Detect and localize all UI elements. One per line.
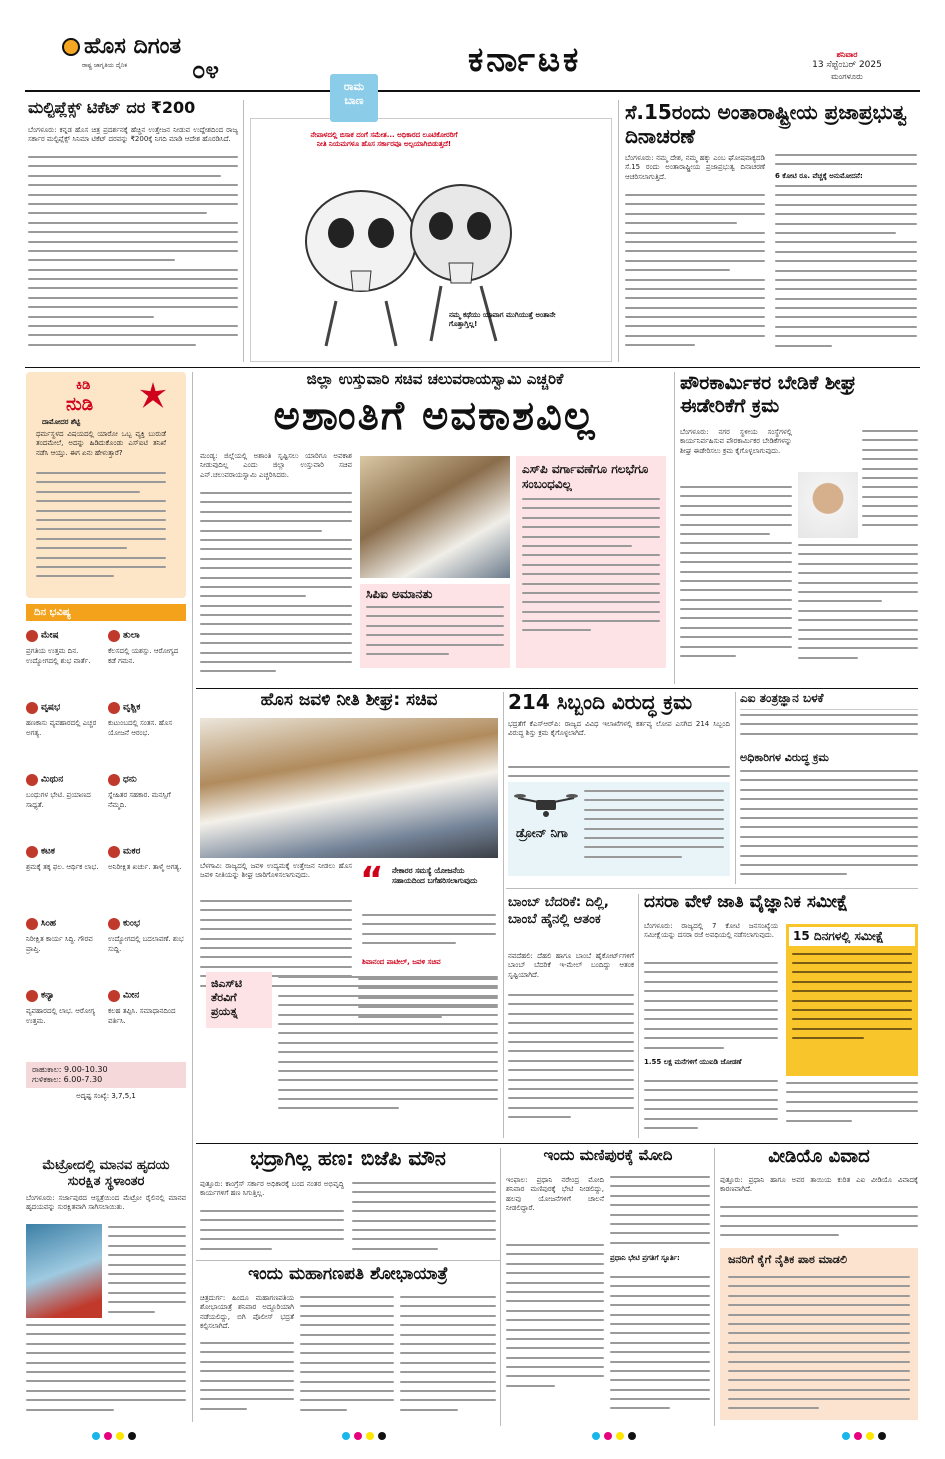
cartoon-bubble-2: ನಮ್ಮ ಕಥೆಯು ಯಾವಾಗ ಮುಗಿಯುತ್ತೆ ಅಂತಾನೇ ಗೊತ್ತಾಗ್ತಿಲ್ಲ! bbox=[449, 311, 556, 328]
sp-transfer-box bbox=[516, 456, 666, 668]
rashi-name: ಕನ್ಯಾ bbox=[41, 990, 55, 1001]
rashi-item bbox=[26, 913, 104, 983]
rashi-text: ಸ್ನೇಹಿತರ ಸಹಕಾರ. ಮನಸ್ಸಿಗೆ ನೆಮ್ಮದಿ. bbox=[108, 791, 171, 809]
lucky-number: ಅದೃಷ್ಟ ಸಂಖ್ಯೆ: 3,7,5,1 bbox=[76, 1092, 136, 1100]
rashi-text: ಶ್ರಮಕ್ಕೆ ತಕ್ಕ ಫಲ. ಆರ್ಥಿಕ ಲಾಭ. bbox=[26, 863, 99, 871]
new-policy-lead: ಬೆಳಗಾವಿ: ರಾಜ್ಯದಲ್ಲಿ ಜವಳಿ ಉದ್ಯಮಕ್ಕೆ ಉತ್ತೇಜನ ನೀಡಲು ಹೊಸ ಜವಳಿ ನೀತಿಯನ್ನು ಶೀಘ್ರ ಜಾರಿಗೊಳಿಸಲಾಗುವುದು. bbox=[200, 862, 352, 880]
quote-text: ನೇಕಾರರ ಸಮಸ್ಯೆ ಯೋಜನೆಯ ಸಹಾಯದಿಂದ ಬಗೆಹರಿಸಲಾಗುವುದು bbox=[392, 866, 478, 885]
logo bbox=[42, 34, 242, 84]
rashi-name: ಕಟಕ bbox=[41, 846, 55, 857]
video-lead: ಪುತ್ತೂರು: ಪ್ರಧಾನಿ ಹಾಗೂ ಅವರ ತಾಯಿಯ ಕುರಿತ ಎಐ ವೀಡಿಯೊ ವಿವಾದಕ್ಕೆ ಕಾರಣವಾಗಿದೆ. bbox=[720, 1176, 918, 1194]
rashi-name: ಸಿಂಹ bbox=[41, 918, 57, 929]
zodiac-icon bbox=[26, 918, 38, 930]
rashi-text: ಹಣಕಾಸು ವ್ಯವಹಾರದಲ್ಲಿ ಎಚ್ಚರ ಅಗತ್ಯ. bbox=[26, 719, 97, 737]
nudi-tag: ನುಡಿ bbox=[66, 394, 94, 415]
zodiac-icon bbox=[108, 630, 120, 642]
rashi-name: ವೃಷಭ bbox=[41, 702, 61, 713]
democracy-lead: ಬೆಂಗಳೂರು: ನಮ್ಮ ದೇಶ, ನಮ್ಮ ಹಕ್ಕು ಎಂಬ ಘೋಷವಾಕ್ಯದಡಿ ಸೆ.15 ರಂದು ಅಂತಾರಾಷ್ಟ್ರೀಯ ಪ್ರಜಾಪ್ರಭುತ್ವ ದಿನಾಚರಣೆ ಆಚರಿಸಲಾಗುತ್ತಿದೆ. bbox=[625, 154, 765, 181]
staff-action-title: 214 ಸಿಬ್ಬಂದಿ ವಿರುದ್ಧ ಕ್ರಮ bbox=[508, 692, 693, 714]
rashi-name: ವೃಶ್ಚಿಕ bbox=[123, 702, 141, 713]
cartoon-tag-bottom: ಬಾಣ bbox=[344, 94, 364, 107]
rashi-text: ಕಲಹ ತಪ್ಪಿಸಿ. ಸಮಾಧಾನದಿಂದ ವರ್ತಿಸಿ. bbox=[108, 1007, 176, 1025]
rashi-text: ವ್ಯವಹಾರದಲ್ಲಿ ಲಾಭ. ಆರೋಗ್ಯ ಉತ್ತಮ. bbox=[26, 1007, 96, 1025]
cartoon-tag bbox=[330, 74, 378, 122]
bjp-silent-title: ಭದ್ರಾಗಿಲ್ಲ ಹಣ: ಬಿಜೆಪಿ ಮೌನ bbox=[250, 1148, 446, 1170]
rashi-item bbox=[26, 841, 104, 911]
zodiac-icon bbox=[108, 846, 120, 858]
rahu-box bbox=[26, 1062, 186, 1088]
rashi-item bbox=[108, 625, 186, 695]
logo-text: ಹೊಸ ದಿಗಂತ bbox=[84, 34, 182, 59]
rashi-panel bbox=[26, 604, 186, 1124]
zodiac-icon bbox=[26, 774, 38, 786]
rahu-kala: ರಾಹುಕಾಲ: 9.00-10.30 bbox=[32, 1065, 108, 1074]
gulika-kala: ಗುಳಿಕಕಾಲ: 6.00-7.30 bbox=[32, 1075, 103, 1084]
rashi-text: ನಿರೀಕ್ಷಿತ ಕಾರ್ಯ ಸಿದ್ಧಿ. ಗೌರವ ಪ್ರಾಪ್ತಿ. bbox=[26, 935, 93, 953]
article-multiplex bbox=[28, 100, 238, 362]
zodiac-icon bbox=[26, 630, 38, 642]
democracy-col-2 bbox=[775, 154, 917, 360]
rashi-item bbox=[108, 769, 186, 839]
rashi-name: ಮಕರ bbox=[123, 846, 141, 857]
article-chaluvarayaswamy bbox=[200, 372, 670, 684]
rashi-item bbox=[26, 769, 104, 839]
rashi-item bbox=[108, 841, 186, 911]
zodiac-icon bbox=[108, 774, 120, 786]
section-title: ಕರ್ನಾಟಕ bbox=[468, 40, 582, 80]
kidi-tag: ಕಿಡಿ bbox=[76, 378, 91, 393]
zodiac-icon bbox=[26, 990, 38, 1002]
video-title: ವೀಡಿಯೊ ವಿವಾದ bbox=[768, 1148, 870, 1167]
logo-emblem-icon bbox=[62, 38, 80, 56]
ethics-box bbox=[720, 1248, 918, 1420]
multiplex-lead: ಬೆಂಗಳೂರು: ಕನ್ನಡ ಹೊಸ ಚಿತ್ರ ಪ್ರದರ್ಶನಕ್ಕೆ ಹೆಚ್ಚಿನ ಉತ್ತೇಜನ ನೀಡುವ ಉದ್ದೇಶದಿಂದ ರಾಜ್ಯ ಸರ್ಕಾರ ಮಲ್ಟಿಪ್ಲೆಕ್ಸ್ ಸಿನಿಮಾ ಟಿಕೆಟ್ ದರವನ್ನು ₹200ಕ್ಕೆ ನಿಗದಿ ಮಾಡಿ ಆದೇಶ ಹೊರಡಿಸಿದೆ. bbox=[28, 126, 238, 144]
rashi-text: ಕುಟುಂಬದಲ್ಲಿ ಸಂತಸ. ಹೊಸ ಯೋಜನೆ ಆರಂಭ. bbox=[108, 719, 173, 737]
quote-box bbox=[358, 862, 498, 972]
quote-icon: “ bbox=[360, 860, 384, 901]
rashi-item bbox=[108, 913, 186, 983]
drone-box bbox=[508, 782, 730, 876]
article-manipur bbox=[506, 1148, 710, 1426]
rashi-name: ಮೀನ bbox=[123, 990, 140, 1001]
rashi-name: ತುಲಾ bbox=[123, 630, 140, 641]
zodiac-icon bbox=[26, 702, 38, 714]
page-number: ೦೪ bbox=[192, 56, 219, 84]
bomb-lead: ನವದೆಹಲಿ: ದೆಹಲಿ ಹಾಗೂ ಬಾಂಬೆ ಹೈಕೋರ್ಟ್‌ಗಳಿಗೆ ಬಾಂಬ್ ಬೆದರಿಕೆ ಇ-ಮೇಲ್ ಬಂದಿದ್ದು ಆತಂಕ ಸೃಷ್ಟಿಯಾಗಿದೆ. bbox=[508, 952, 634, 979]
article-ai-tech bbox=[740, 692, 918, 884]
article-metro bbox=[26, 1158, 186, 1423]
gst-tag bbox=[206, 972, 272, 1028]
manipur-lead: ಇಂಫಾಲ: ಪ್ರಧಾನಿ ನರೇಂದ್ರ ಮೋದಿ ಶನಿವಾರ ಮಣಿಪುರಕ್ಕೆ ಭೇಟಿ ನೀಡಲಿದ್ದು, ಹಲವು ಯೋಜನೆಗಳಿಗೆ ಚಾಲನೆ ನೀಡಲಿದ್ದಾರೆ. bbox=[506, 1176, 604, 1213]
metro-title: ಮೆಟ್ರೋದಲ್ಲಿ ಮಾನವ ಹೃದಯ ಸುರಕ್ಷಿತ ಸ್ಥಳಾಂತರ bbox=[42, 1158, 170, 1189]
ganapati-title: ಇಂದು ಮಹಾಗಣಪತಿ ಶೋಭಾಯಾತ್ರೆ bbox=[248, 1266, 448, 1284]
caste-survey-title: ದಸರಾ ವೇಳೆ ಜಾತಿ ವೈಜ್ಞಾನಿಕ ಸಮೀಕ್ಷೆ bbox=[644, 894, 848, 912]
chaluvarayaswamy-kicker: ಜಿಲ್ಲಾ ಉಸ್ತುವಾರಿ ಸಚಿವ ಚಲುವರಾಯಸ್ವಾಮಿ ಎಚ್ಚರಿಕೆ bbox=[306, 372, 564, 388]
chaluvarayaswamy-title: ಅಶಾಂತಿಗೆ ಅವಕಾಶವಿಲ್ಲ bbox=[273, 394, 597, 439]
ai-tech-title: ಎಐ ತಂತ್ರಜ್ಞಾನ ಬಳಕೆ bbox=[740, 692, 918, 710]
cpi-suspend-box bbox=[360, 584, 510, 668]
day-label: ಶನಿವಾರ bbox=[836, 50, 858, 59]
rashi-text: ಅನಿರೀಕ್ಷಿತ ಖರ್ಚು. ತಾಳ್ಮೆ ಅಗತ್ಯ. bbox=[108, 863, 182, 871]
article-caste-survey bbox=[644, 894, 918, 1138]
city-label: ಮಂಗಳೂರು bbox=[831, 72, 863, 81]
rashi-text: ಕೆಲಸದಲ್ಲಿ ಯಶಸ್ಸು. ಆರೋಗ್ಯದ ಕಡೆ ಗಮನ. bbox=[108, 647, 179, 665]
bjp-silent-lead: ಪುತ್ತೂರು: ಕಾಂಗ್ರೆಸ್ ಸರ್ಕಾರ ಅಧಿಕಾರಕ್ಕೆ ಬಂದ ನಂತರ ಅಭಿವೃದ್ಧಿ ಕಾರ್ಯಗಳಿಗೆ ಹಣ ಸಿಗುತ್ತಿಲ್ಲ. bbox=[200, 1180, 344, 1198]
rashi-text: ಪ್ರಗತಿಯ ಉತ್ತಮ ದಿನ. ಉದ್ಯೋಗದಲ್ಲಿ ಶುಭ ವಾರ್ತೆ. bbox=[26, 647, 91, 665]
cartoon-bubble-1: ನೇಪಾಳದಲ್ಲಿ ಬಿಸಾಕ ದಂಗೆ ಸಮೇತ... ಅಧಿಕಾರದ ಲೂಟಿಕೋರರಿಗೆ ನೀತಿ ನಿಯಮಗಳೂ ಹೊಸ ಸರ್ಕಾರವೂ ಅಲ್ಪಯಾಗಿಬಿಡುತ್ತದೆ! bbox=[310, 131, 458, 148]
masthead bbox=[0, 0, 945, 95]
rashi-item bbox=[26, 697, 104, 767]
registration-marks bbox=[0, 1432, 945, 1446]
staff-action-lead: ಭದ್ರತೆಗೆ ಕೆಎಸ್‌ಆರ್‌ಪಿ: ರಾಜ್ಯದ ವಿವಿಧ ಇಲಾಖೆಗಳಲ್ಲಿ ಕರ್ತವ್ಯ ಲೋಪ ಎಸಗಿದ 214 ಸಿಬ್ಬಂದಿ ವಿರುದ್ಧ ಶಿಸ್ತು ಕ್ರಮ ಕೈಗೊಳ್ಳಲಾಗಿದೆ. bbox=[508, 720, 730, 738]
rashi-item bbox=[26, 625, 104, 695]
pourakarmika-lead: ಬೆಂಗಳೂರು: ನಗರ ಸ್ಥಳೀಯ ಸಂಸ್ಥೆಗಳಲ್ಲಿ ಕಾರ್ಯನಿರ್ವಹಿಸುವ ಪೌರಕಾರ್ಮಿಕರ ಬೇಡಿಕೆಗಳನ್ನು ಶೀಘ್ರ ಈಡೇರಿಸಲು ಕ್ರಮ ಕೈಗೊಳ್ಳಲಾಗುವುದು. bbox=[680, 428, 792, 455]
drone-label: ಡ್ರೋನ್ ನಿಗಾ bbox=[516, 826, 568, 840]
caste-survey-lead: ಬೆಂಗಳೂರು: ರಾಜ್ಯದಲ್ಲಿ 7 ಕೋಟಿ ಜನಸಂಖ್ಯೆಯ ಸಮೀಕ್ಷೆಯನ್ನು ದಸರಾ ರಜೆ ಅವಧಿಯಲ್ಲಿ ನಡೆಸಲಾಗುವುದು. bbox=[644, 922, 778, 940]
gst-tag-text: ಜಿಎಸ್‌ಟಿ ತೆರವಿಗೆ ಪ್ರಯತ್ನ bbox=[211, 977, 243, 1018]
rashi-grid bbox=[26, 625, 186, 1060]
logo-subtitle: ರಾಷ್ಟ್ರ ಜಾಗೃತಿಯ ದೈನಿಕ bbox=[82, 62, 128, 69]
kidi-author: ದಾಮೋದರ ಶೆಟ್ಟಿ bbox=[42, 418, 81, 426]
cartoon-tag-top: ರಾಮ bbox=[343, 80, 365, 93]
spark-icon bbox=[140, 382, 166, 408]
quote-author: ಶಿವಾನಂದ ಪಾಟೀಲ್, ಜವಳಿ ಸಚಿವ bbox=[362, 958, 441, 966]
article-pourakarmika bbox=[680, 372, 918, 684]
rashi-text: ಉದ್ಯೋಗದಲ್ಲಿ ಬದಲಾವಣೆ. ಶುಭ ಸುದ್ದಿ. bbox=[108, 935, 184, 953]
article-bomb bbox=[508, 894, 634, 1138]
democracy-col-1 bbox=[625, 154, 765, 359]
zodiac-icon bbox=[108, 702, 120, 714]
rashi-name: ಮೇಷ bbox=[41, 630, 59, 641]
cpi-suspend-title: ಸಿಪಿಐ ಅಮಾನತು bbox=[366, 587, 433, 601]
article-bjp-silent bbox=[200, 1148, 496, 1256]
rashi-heading: ದಿನ ಭವಿಷ್ಯ bbox=[26, 604, 186, 621]
pourakarmika-title: ಪೌರಕಾರ್ಮಿಕರ ಬೇಡಿಕೆ ಶೀಘ್ರ ಈಡೇರಿಕೆಗೆ ಕ್ರಮ bbox=[680, 372, 856, 417]
ganapati-lead: ಚಿತ್ರದುರ್ಗ: ಹಿಂದೂ ಮಹಾಗಣಪತಿಯ ಶೋಭಾಯಾತ್ರೆ ಶನಿವಾರ ಅದ್ದೂರಿಯಾಗಿ ನಡೆಯಲಿದ್ದು, ಬಿಗಿ ಪೊಲೀಸ್ ಭದ್ರತೆ ಕಲ್ಪಿಸಲಾಗಿದೆ. bbox=[200, 1294, 294, 1331]
kidi-text: ಧರ್ಮಸ್ಥಳದ ವಿಷಯದಲ್ಲಿ ಯಾರೋ ಒಬ್ಬ ವ್ಯಕ್ತಿ ಬುರುಡೆ ತಂದಮೇಲೆ, ಅದನ್ನು ಹಿಡಿದುಕೊಂಡು ಎಸ್‌ಐಟಿ ತನಿಖೆ ನಡೆಸಿ ಆಯ್ತು. ಈಗ ಏನು ಹೇಳುತ್ತಾರೆ? bbox=[36, 430, 166, 457]
new-policy-title: ಹೊಸ ಜವಳಿ ನೀತಿ ಶೀಘ್ರ: ಸಚಿವ bbox=[260, 692, 438, 710]
multiplex-body bbox=[28, 156, 238, 361]
caste-survey-stat: 1.55 ಲಕ್ಷ ಮನೆಗಳಿಗೆ ಯುಐಡಿ ಜೋಡಣೆ bbox=[644, 1058, 742, 1066]
rashi-item bbox=[26, 985, 104, 1055]
masthead-underline bbox=[25, 90, 920, 92]
sp-transfer-title: ಎಸ್‌ಪಿ ವರ್ಗಾವಣೆಗೂ ಗಲಭೆಗೂ ಸಂಬಂಧವಿಲ್ಲ bbox=[522, 462, 649, 491]
kidi-nudi-box bbox=[26, 372, 186, 598]
rashi-item bbox=[108, 985, 186, 1055]
rashi-text: ಬಂಧುಗಳ ಭೇಟಿ. ಪ್ರಯಾಣದ ಸಾಧ್ಯತೆ. bbox=[26, 791, 91, 809]
article-new-policy bbox=[200, 692, 498, 1138]
officials-action-title: ಅಧಿಕಾರಿಗಳ ವಿರುದ್ಧ ಕ್ರಮ bbox=[740, 752, 829, 764]
article-democracy bbox=[625, 100, 917, 362]
metro-lead: ಬೆಂಗಳೂರು: ಸರ್ಜಾಪುರದ ಆಸ್ಪತ್ರೆಯಿಂದ ಮೆಟ್ರೋ ರೈಲಿನಲ್ಲಿ ಮಾನವ ಹೃದಯವನ್ನು ಸುರಕ್ಷಿತವಾಗಿ ಸಾಗಿಸಲಾಯಿತು. bbox=[26, 1194, 186, 1212]
zodiac-icon bbox=[108, 990, 120, 1002]
drone-icon bbox=[514, 788, 578, 822]
democracy-title: ಸೆ.15ರಂದು ಅಂತಾರಾಷ್ಟ್ರೀಯ ಪ್ರಜಾಪ್ರಭುತ್ವ ದಿನಾಚರಣೆ bbox=[625, 100, 907, 148]
new-policy-photo bbox=[200, 718, 498, 858]
multiplex-title: ಮಲ್ಟಿಪ್ಲೆಕ್ಸ್ ಟಿಕೆಟ್ ದರ ₹200 bbox=[28, 100, 196, 117]
ethics-box-title: ಜನರಿಗೆ ಕೈಗೆ ನೈತಿಕ ಪಾಠ ಮಾಡಲಿ bbox=[728, 1253, 847, 1266]
rashi-name: ಧನು bbox=[123, 774, 137, 785]
article-video bbox=[700, 1148, 918, 1426]
rashi-name: ಕುಂಭ bbox=[123, 918, 141, 929]
survey-15days-box bbox=[786, 924, 918, 1076]
metro-photo bbox=[26, 1224, 102, 1318]
manipur-title: ಇಂದು ಮಣಿಪುರಕ್ಕೆ ಮೋದಿ bbox=[543, 1148, 673, 1164]
survey-15days-title: 15 ದಿನಗಳಲ್ಲಿ ಸಮೀಕ್ಷೆ bbox=[789, 927, 915, 946]
pourakarmika-photo bbox=[798, 472, 858, 538]
date-label: 13 ಸೆಪ್ಟೆಂಬರ್ 2025 bbox=[812, 60, 882, 70]
rashi-item bbox=[108, 697, 186, 767]
cartoon-panel bbox=[250, 118, 612, 362]
chaluvarayaswamy-lead: ಮಂಡ್ಯ: ಜಿಲ್ಲೆಯಲ್ಲಿ ಅಶಾಂತಿ ಸೃಷ್ಟಿಸಲು ಯಾರಿಗೂ ಅವಕಾಶ ನೀಡುವುದಿಲ್ಲ ಎಂದು ಜಿಲ್ಲಾ ಉಸ್ತುವಾರಿ ಸಚಿವ ಎನ್.ಚಲುವರಾಯಸ್ವಾಮಿ ಎಚ್ಚರಿಸಿದರು. bbox=[200, 452, 352, 479]
article-staff-action bbox=[508, 692, 730, 884]
zodiac-icon bbox=[108, 918, 120, 930]
chaluvarayaswamy-photo bbox=[360, 456, 510, 578]
article-ganapati bbox=[200, 1266, 496, 1426]
masthead-date bbox=[792, 50, 902, 82]
rashi-name: ಮಿಥುನ bbox=[41, 774, 64, 785]
democracy-subhead: 6 ಕೋಟಿ ರೂ. ವೆಚ್ಚಕ್ಕೆ ಅನುಮೋದನೆ: bbox=[775, 172, 863, 180]
zodiac-icon bbox=[26, 846, 38, 858]
bomb-title: ಬಾಂಬ್ ಬೆದರಿಕೆ: ದಿಲ್ಲಿ, ಬಾಂಬೆ ಹೈನಲ್ಲಿ ಆತಂಕ bbox=[508, 895, 609, 927]
manipur-subhead: ಪ್ರಧಾನಿ ಭೇಟಿ ಪ್ರಗತಿಗೆ ಸ್ಫೂರ್ತಿ: bbox=[610, 1254, 680, 1262]
